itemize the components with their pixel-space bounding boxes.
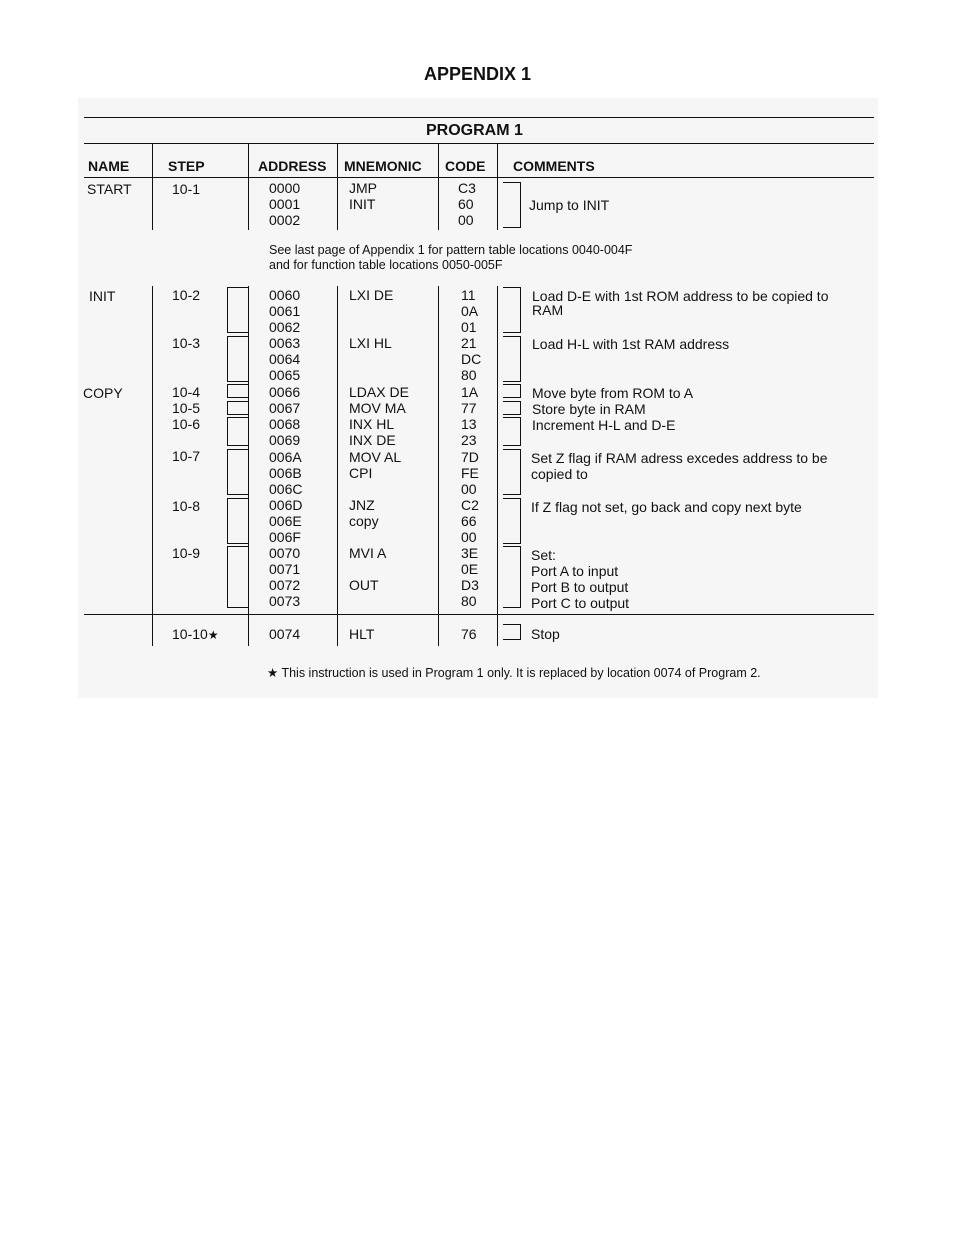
mnemonic-0074: HLT: [349, 626, 375, 642]
header-mnemonic: MNEMONIC: [344, 158, 422, 174]
mnemonic-0070: MVI A: [349, 545, 387, 561]
col-line-mnemonic-a: [337, 144, 338, 230]
comment-port-a: Port A to input: [531, 563, 619, 579]
mnemonic-006D: JNZ: [349, 497, 375, 513]
mnemonic-0069: INX DE: [349, 432, 396, 448]
code-0066: 1A: [461, 384, 479, 400]
mnemonic-0066: LDAX DE: [349, 384, 409, 400]
comment-if-z: If Z flag not set, go back and copy next byte: [531, 499, 802, 515]
comment-port-c: Port C to output: [531, 595, 630, 611]
address-006D: 006D: [269, 497, 303, 513]
comment-move-byte: Move byte from ROM to A: [532, 385, 694, 401]
address-0001: 0001: [269, 196, 301, 212]
name-init: INIT: [89, 288, 116, 304]
address-006A: 006A: [269, 449, 302, 465]
address-0072: 0072: [269, 577, 301, 593]
address-0070: 0070: [269, 545, 301, 561]
header-code: CODE: [445, 158, 486, 174]
comment-set-z-1: Set Z flag if RAM adress excedes address to be: [531, 450, 828, 466]
col-line-address-a: [248, 144, 249, 230]
col-line-mnemonic-b: [337, 286, 338, 646]
address-006F: 006F: [269, 529, 301, 545]
col-line-step-a: [152, 144, 153, 230]
step-10-6: 10-6: [172, 416, 201, 432]
comment-store-byte: Store byte in RAM: [532, 401, 646, 417]
bracket-comment-set-z: [503, 449, 521, 495]
mnemonic-0001: INIT: [349, 196, 376, 212]
mnemonic-0000: JMP: [349, 180, 377, 196]
bracket-step-10-8: [227, 498, 248, 544]
comment-set-z-2: copied to: [531, 466, 588, 482]
bracket-comment-load-de: [503, 287, 521, 333]
bracket-comment-jump: [503, 182, 521, 228]
bracket-comment-increment: [503, 417, 521, 446]
address-0062: 0062: [269, 319, 301, 335]
code-0001: 60: [458, 196, 474, 212]
comment-jump-init: Jump to INIT: [529, 197, 610, 213]
bracket-step-10-5: [227, 401, 248, 415]
code-0061: 0A: [461, 303, 479, 319]
code-0065: 80: [461, 367, 477, 383]
note-line-1: See last page of Appendix 1 for pattern table locations 0040-004F: [269, 243, 633, 257]
header-comments: COMMENTS: [513, 158, 595, 174]
table-title: PROGRAM 1: [426, 122, 523, 139]
address-006E: 006E: [269, 513, 302, 529]
code-0063: 21: [461, 335, 477, 351]
step-10-8: 10-8: [172, 498, 201, 514]
col-line-comments-b: [497, 286, 498, 646]
step-10-1: 10-1: [172, 181, 201, 197]
address-0068: 0068: [269, 416, 301, 432]
mnemonic-0063: LXI HL: [349, 335, 392, 351]
step-10-2: 10-2: [172, 287, 201, 303]
address-0066: 0066: [269, 384, 301, 400]
rule-before-halt: [84, 614, 874, 615]
mnemonic-0072: OUT: [349, 577, 379, 593]
comment-load-de-2: RAM: [532, 302, 564, 318]
code-0071: 0E: [461, 561, 479, 577]
comment-stop: Stop: [531, 626, 560, 642]
header-address: ADDRESS: [258, 158, 327, 174]
rule-top: [84, 117, 874, 118]
address-0060: 0060: [269, 287, 301, 303]
address-0063: 0063: [269, 335, 301, 351]
code-0070: 3E: [461, 545, 479, 561]
step-10-3: 10-3: [172, 335, 201, 351]
step-10-9: 10-9: [172, 545, 201, 561]
bracket-comment-load-hl: [503, 336, 521, 382]
mnemonic-0067: MOV MA: [349, 400, 406, 416]
address-0061: 0061: [269, 303, 301, 319]
step-10-5: 10-5: [172, 400, 201, 416]
page-title: APPENDIX 1: [424, 64, 532, 84]
address-0002: 0002: [269, 212, 301, 228]
address-0073: 0073: [269, 593, 301, 609]
code-006F: 00: [461, 529, 477, 545]
bracket-step-10-7: [227, 449, 248, 495]
comment-set: Set:: [531, 547, 556, 563]
bracket-comment-store: [503, 401, 521, 415]
name-copy: COPY: [83, 385, 123, 401]
code-0060: 11: [461, 287, 476, 303]
code-006A: 7D: [461, 449, 479, 465]
col-line-step-b: [152, 286, 153, 646]
code-0072: D3: [461, 577, 479, 593]
col-line-address-b: [248, 286, 249, 646]
address-0074: 0074: [269, 626, 301, 642]
footnote: [267, 666, 761, 681]
footnote-star-icon: ★: [267, 666, 279, 680]
code-006C: 00: [461, 481, 477, 497]
comment-load-hl: Load H-L with 1st RAM address: [532, 336, 730, 352]
note-line-2: and for function table locations 0050-005F: [269, 258, 503, 272]
comment-load-de-1: Load D-E with 1st ROM address to be copied to: [532, 288, 829, 304]
bracket-step-10-9: [227, 546, 248, 608]
mnemonic-006E: copy: [349, 513, 379, 529]
code-0067: 77: [461, 400, 477, 416]
step-10-10: 10-10★: [172, 626, 219, 642]
rule-header-bottom: [84, 177, 874, 178]
mnemonic-0060: LXI DE: [349, 287, 394, 303]
mnemonic-006A: MOV AL: [349, 449, 402, 465]
bracket-step-10-6: [227, 417, 248, 446]
code-0069: 23: [461, 432, 477, 448]
address-0064: 0064: [269, 351, 301, 367]
code-006B: FE: [461, 465, 479, 481]
col-line-code-a: [438, 144, 439, 230]
mnemonic-0068: INX HL: [349, 416, 395, 432]
bracket-step-10-2: [227, 287, 248, 333]
address-0071: 0071: [269, 561, 301, 577]
rule-title-bottom: [84, 143, 874, 144]
comment-increment: Increment H-L and D-E: [532, 417, 676, 433]
comment-port-b: Port B to output: [531, 579, 629, 595]
bracket-comment-set-ports: [503, 546, 521, 608]
name-start: START: [87, 181, 132, 197]
code-0073: 80: [461, 593, 477, 609]
col-line-comments-a: [497, 144, 498, 230]
address-0069: 0069: [269, 432, 301, 448]
code-0002: 00: [458, 212, 474, 228]
footnote-text: This instruction is used in Program 1 only. It is replaced by location 0074 of Program 2.: [281, 666, 761, 680]
code-006E: 66: [461, 513, 477, 529]
bracket-comment-move: [503, 384, 521, 398]
address-0067: 0067: [269, 400, 301, 416]
address-0000: 0000: [269, 180, 301, 196]
bracket-step-10-4: [227, 384, 248, 398]
address-006B: 006B: [269, 465, 302, 481]
bracket-comment-if-z: [503, 498, 521, 544]
star-icon: ★: [207, 628, 219, 642]
address-0065: 0065: [269, 367, 301, 383]
step-10-4: 10-4: [172, 384, 201, 400]
bracket-step-10-3: [227, 336, 248, 382]
bracket-comment-stop: [503, 624, 521, 640]
header-step: STEP: [168, 158, 205, 174]
code-0074: 76: [461, 626, 477, 642]
code-0000: C3: [458, 180, 476, 196]
col-line-code-b: [438, 286, 439, 646]
mnemonic-006B: CPI: [349, 465, 373, 481]
header-name: NAME: [88, 158, 130, 174]
code-006D: C2: [461, 497, 479, 513]
step-10-7: 10-7: [172, 448, 201, 464]
code-0062: 01: [461, 319, 477, 335]
code-0064: DC: [461, 351, 482, 367]
code-0068: 13: [461, 416, 477, 432]
address-006C: 006C: [269, 481, 303, 497]
